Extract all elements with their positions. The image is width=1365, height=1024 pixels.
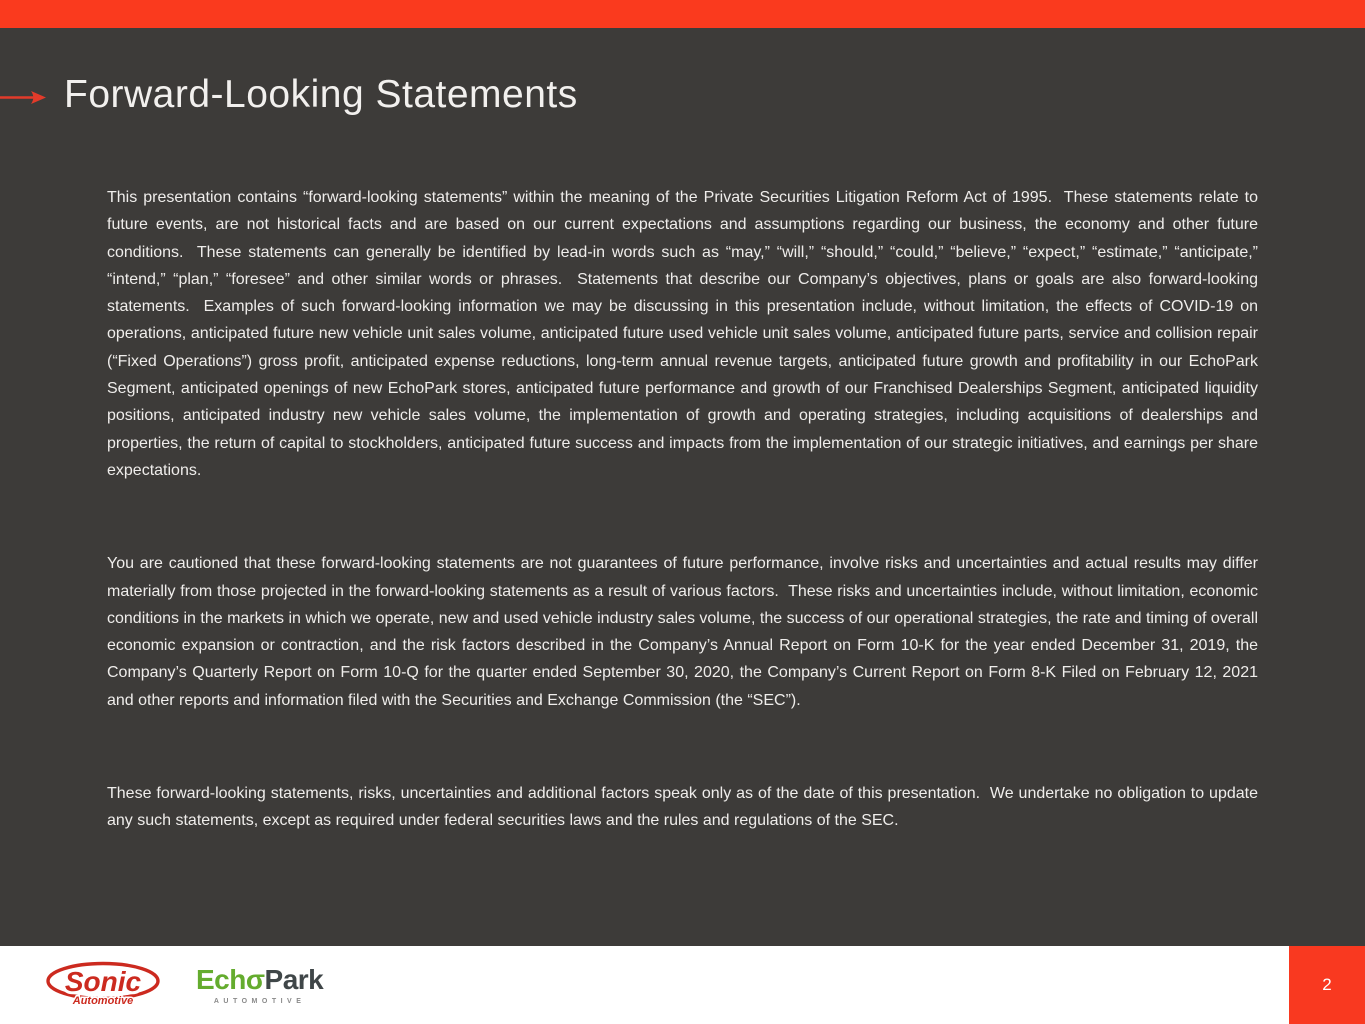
sonic-logo-subtext: Automotive (72, 995, 134, 1007)
footer-logos (0, 961, 323, 1009)
body-paragraph: These forward-looking statements, risks, uncertainties and additional factors speak only as of the date of this presentation. We undertake no obligation to update any such statements, except as required under federal securities laws and the rules and regulations of the SEC. (107, 785, 1263, 830)
echopark-logo (196, 963, 324, 1005)
page-number-badge (1289, 946, 1365, 1024)
sonic-automotive-logo (44, 961, 162, 1009)
footer-bar (0, 946, 1365, 1024)
page-number: 2 (1322, 975, 1332, 994)
top-accent-bar (0, 0, 1365, 28)
sonic-logo-text: Sonic (64, 966, 142, 997)
body-paragraph: This presentation contains “forward-looking statements” within the meaning of the Private Securities Litigation Reform Act of 1995. These statements relate to future events, are not historical facts and are based on our current expectations and assumptions regarding our business, the economy and other future conditions. These statements can generally be identified by lead-in words such as “may,” “will,” “should,” “could,” “believe,” “expect,” “estimate,” “anticipate,” “intend,” “plan,” “foresee” and other similar words or phrases. Statements that describe our Company’s objectives, plans or goals are also forward-looking statements. Examples of such forward-looking information we may be discussing in this presentation include, without limitation, the effects of COVID-19 on operations, anticipated future new vehicle unit sales volume, anticipated future used vehicle unit sales volume, anticipated future parts, service and collision repair (“Fixed Operations”) gross profit, anticipated expense reductions, long-term annual revenue targets, anticipated future growth and profitability in our EchoPark Segment, anticipated openings of new EchoPark stores, anticipated future performance and growth of our Franchised Dealerships Segment, anticipated liquidity positions, anticipated industry new vehicle sales volume, the implementation of growth and operating strategies, including acquisitions of dealerships and properties, the return of capital to stockholders, anticipated future success and impacts from the implementation of our strategic initiatives, and earnings per share expectations. (107, 189, 1263, 479)
echopark-logo-green: Ech (196, 963, 246, 995)
echopark-logo-o: σ (245, 963, 265, 995)
echopark-logo-subtext: AUTOMOTIVE (213, 997, 306, 1005)
echopark-logo-text (196, 963, 324, 995)
body-paragraph: You are cautioned that these forward-looking statements are not guarantees of future performance, involve risks and uncertainties and actual results may differ materially from those projected in the forward-looking statements as a result of various factors. These risks and uncertainties include, without limitation, economic conditions in the markets in which we operate, new and used vehicle industry sales volume, the success of our operational strategies, the rate and timing of overall economic expansion or contraction, and the risk factors described in the Company’s Annual Report on Form 10-K for the year ended December 31, 2019, the Company’s Quarterly Report on Form 10-Q for the quarter ended September 30, 2020, the Company’s Current Report on Form 8-K Filed on February 12, 2021 and other reports and information filed with the Securities and Exchange Commission (the “SEC”). (107, 555, 1263, 709)
echopark-logo-dark: Park (264, 963, 324, 995)
page-title: Forward-Looking Statements (64, 73, 578, 116)
arrow-right-icon (0, 89, 48, 106)
body-text (107, 184, 1263, 901)
